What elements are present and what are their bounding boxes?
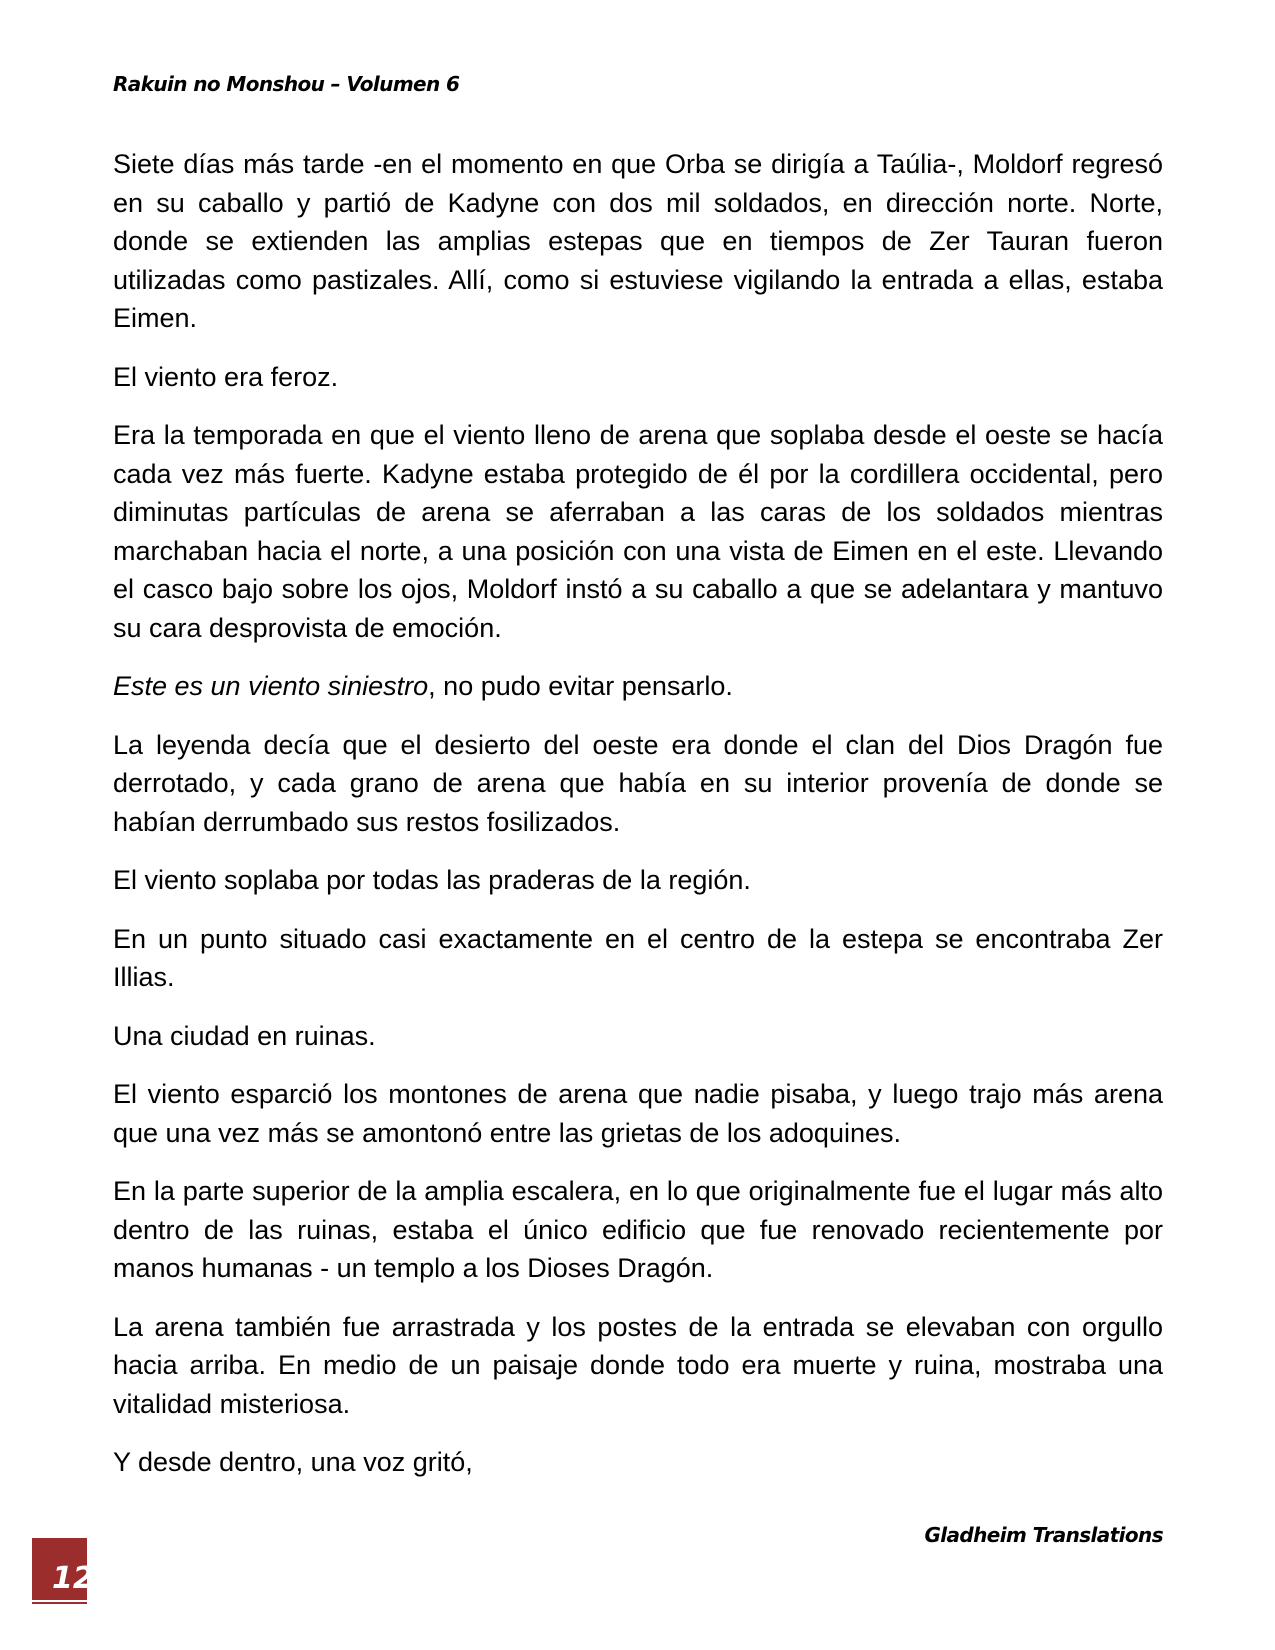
paragraph: En la parte superior de la amplia escalera, en lo que originalmente fue el lugar más alto dentro de las ruinas, estaba el único edificio que fue renovado recientemente por manos humanas - un templo a los Dioses Dragón. bbox=[113, 1176, 1163, 1283]
paragraph: Siete días más tarde -en el momento en que Orba se dirigía a Taúlia-, Moldorf regresó en su caballo y partió de Kadyne con dos mil soldados, en dirección norte. Norte, donde se extienden las amplias estepas que en tiempos de Zer Tauran fueron utilizadas como pastizales. Allí, como si estuviese vigilando la entrada a ellas, estaba Eimen. bbox=[113, 149, 1163, 333]
paragraph: La leyenda decía que el desierto del oeste era donde el clan del Dios Dragón fue derrotado, y cada grano de arena que había en su interior provenía de donde se habían derrumbado sus restos fosilizados. bbox=[113, 729, 1163, 837]
paragraph: Era la temporada en que el viento lleno de arena que soplaba desde el oeste se hacía cada vez más fuerte. Kadyne estaba protegido de él por la cordillera occidental, pero diminutas partículas de arena se aferraban a las caras de los soldados mientras marchaban hacia el norte, a una posición con una vista de Eimen en el este. Llevando el casco bajo sobre los ojos, Moldorf instó a su caballo a que se adelantara y mantuvo su cara desprovista de emoción. bbox=[113, 420, 1163, 643]
paragraph: El viento esparció los montones de arena que nadie pisaba, y luego trajo más arena que una vez más se amontonó entre las grietas de los adoquines. bbox=[113, 1079, 1163, 1148]
paragraph: La arena también fue arrastrada y los postes de la entrada se elevaban con orgullo hacia arriba. En medio de un paisaje donde todo era muerte y ruina, mostraba una vitalidad misteriosa. bbox=[113, 1311, 1163, 1419]
paragraph: El viento soplaba por todas las praderas de la región. bbox=[113, 865, 751, 895]
paragraph: En un punto situado casi exactamente en el centro de la estepa se encontraba Zer Illias. bbox=[113, 923, 1163, 992]
running-header: Rakuin no Monshou – Volumen 6 bbox=[113, 72, 460, 96]
body-text bbox=[113, 145, 1163, 1502]
paragraph-continuation: , no pudo evitar pensarlo. bbox=[428, 671, 733, 701]
paragraph: El viento era feroz. bbox=[113, 361, 339, 392]
paragraph: Y desde dentro, una voz gritó, bbox=[113, 1447, 473, 1477]
footer-credit: Gladheim Translations bbox=[924, 1523, 1163, 1547]
paragraph: Una ciudad en ruinas. bbox=[113, 1020, 376, 1051]
italic-thought-text: Este es un viento siniestro bbox=[113, 671, 429, 701]
page-number: 12 bbox=[52, 1561, 94, 1596]
paragraph-italic-thought bbox=[113, 667, 1163, 706]
page-number-underline bbox=[32, 1600, 87, 1602]
